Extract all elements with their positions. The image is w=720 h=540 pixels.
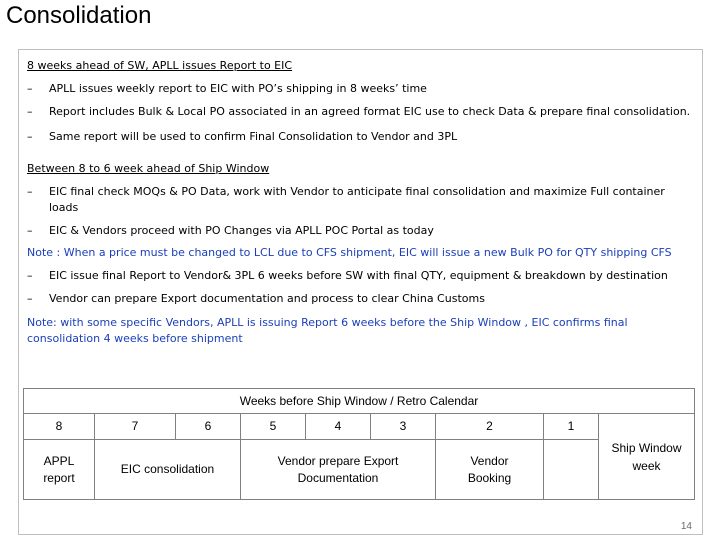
- week-cell: 6: [176, 414, 241, 440]
- retro-calendar-table: [23, 388, 695, 500]
- slide-title: Consolidation: [6, 2, 152, 29]
- stage-empty: [544, 440, 599, 499]
- stage-vendor-export: Vendor prepare Export Documentation: [241, 440, 436, 499]
- week-cell: 2: [436, 414, 544, 440]
- bullet-item: [27, 223, 695, 239]
- bullet-dash: –: [27, 130, 33, 143]
- week-cell: 5: [241, 414, 306, 440]
- bullet-text: EIC & Vendors proceed with PO Changes via APLL POC Portal as today: [49, 224, 434, 237]
- bullet-item: [27, 268, 695, 284]
- week-cell: 4: [306, 414, 371, 440]
- bullet-dash: –: [27, 82, 33, 95]
- content-box: [18, 49, 703, 535]
- stage-ship-window-week: Ship Window week: [611, 440, 682, 473]
- bullet-item: [27, 129, 695, 145]
- bullet-dash: –: [27, 185, 33, 198]
- note-lcl-price: Note : When a price must be changed to LCL due to CFS shipment, EIC will issue a new Bulk PO for QTY shipping CFS: [27, 246, 672, 259]
- week-cell: 8: [24, 414, 95, 440]
- bullet-text: APLL issues weekly report to EIC with PO’s shipping in 8 weeks’ time: [49, 82, 427, 95]
- bullet-dash: –: [27, 224, 33, 237]
- bullet-item: [27, 104, 695, 120]
- stage-appl-report: APPL report: [24, 440, 95, 499]
- week-cell: 7: [95, 414, 176, 440]
- bullet-text: Vendor can prepare Export documentation and process to clear China Customs: [49, 292, 485, 305]
- bullet-text: Report includes Bulk & Local PO associated in an agreed format EIC use to check Data & prepare final consolidation.: [49, 105, 691, 118]
- bullet-text: Same report will be used to confirm Final Consolidation to Vendor and 3PL: [49, 130, 458, 143]
- calendar-header: Weeks before Ship Window / Retro Calendar: [24, 389, 694, 414]
- bullet-text: EIC final check MOQs & PO Data, work with Vendor to anticipate final consolidation and maximize Full container loads: [49, 185, 665, 214]
- bullet-text: EIC issue final Report to Vendor& 3PL 6 weeks before SW with final QTY, equipment & breakdown by destination: [49, 269, 668, 282]
- section-heading-8-to-6-weeks: Between 8 to 6 week ahead of Ship Window: [27, 162, 270, 175]
- bullet-dash: –: [27, 292, 33, 305]
- text-area: [27, 58, 695, 347]
- page-number: 14: [680, 521, 692, 532]
- bullet-item: [27, 291, 695, 307]
- week-cell: 1: [544, 414, 599, 440]
- stage-eic-consolidation: EIC consolidation: [95, 440, 241, 499]
- week-cell: 3: [371, 414, 436, 440]
- bullet-item: [27, 184, 695, 216]
- bullet-dash: –: [27, 105, 33, 118]
- bullet-item: [27, 81, 695, 97]
- stage-vendor-booking: Vendor Booking: [436, 440, 544, 499]
- note-specific-vendors: Note: with some specific Vendors, APLL is issuing Report 6 weeks before the Ship Window , EIC confirms final consolidation 4 weeks before shipment: [27, 316, 628, 345]
- section-heading-8-weeks: 8 weeks ahead of SW, APLL issues Report to EIC: [27, 59, 293, 72]
- bullet-dash: –: [27, 269, 33, 282]
